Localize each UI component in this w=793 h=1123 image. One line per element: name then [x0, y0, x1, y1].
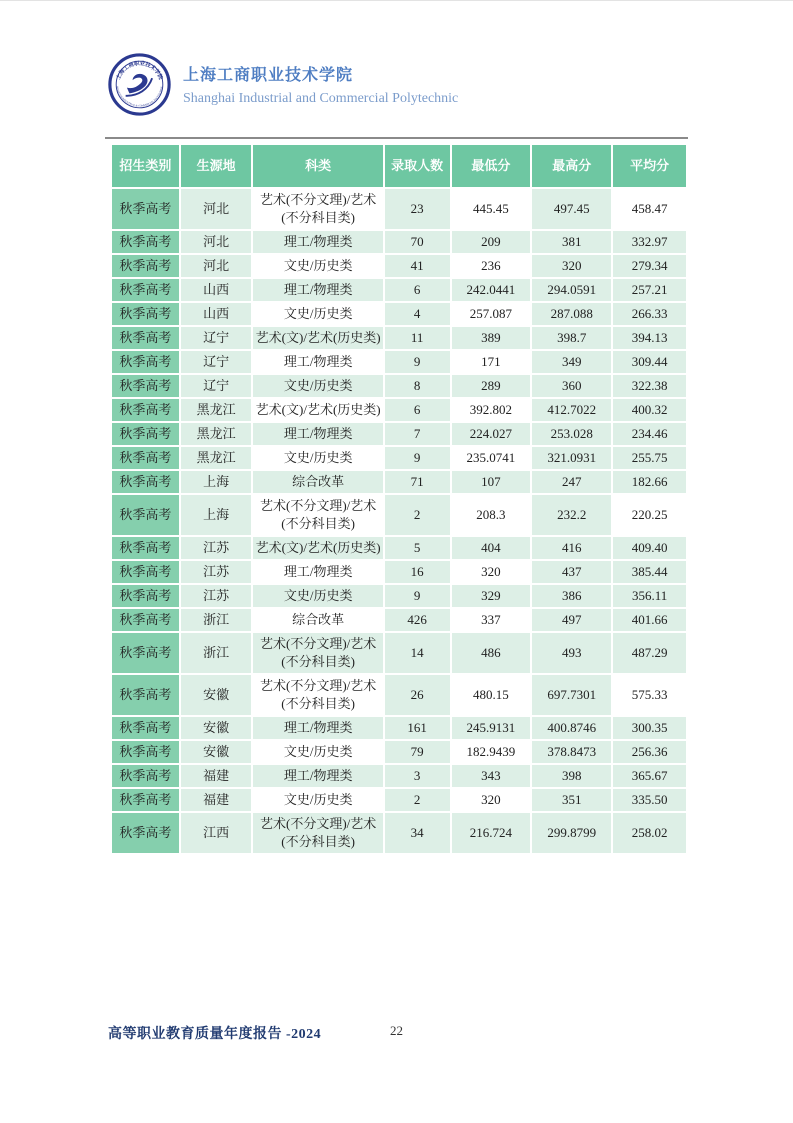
cell-province: 安徽 [181, 741, 252, 763]
column-header-1: 生源地 [181, 145, 252, 187]
cell-avg-score: 309.44 [613, 351, 686, 373]
cell-min-score: 245.9131 [452, 717, 531, 739]
cell-subject: 艺术(文)/艺术(历史类) [253, 537, 382, 559]
cell-subject: 理工/物理类 [253, 717, 382, 739]
cell-avg-score: 394.13 [613, 327, 686, 349]
cell-subject: 理工/物理类 [253, 765, 382, 787]
cell-min-score: 320 [452, 789, 531, 811]
cell-province: 上海 [181, 471, 252, 493]
table-row [112, 447, 686, 469]
document-footer [0, 1023, 793, 1047]
cell-subject: 艺术(不分文理)/艺术(不分科目类) [253, 675, 382, 715]
cell-count: 9 [385, 351, 450, 373]
cell-avg-score: 385.44 [613, 561, 686, 583]
cell-category: 秋季高考 [112, 561, 179, 583]
cell-count: 71 [385, 471, 450, 493]
cell-category: 秋季高考 [112, 741, 179, 763]
cell-province: 黑龙江 [181, 399, 252, 421]
cell-province: 黑龙江 [181, 423, 252, 445]
page-number: 22 [390, 1023, 403, 1038]
table-row [112, 471, 686, 493]
cell-subject: 理工/物理类 [253, 279, 382, 301]
cell-category: 秋季高考 [112, 375, 179, 397]
cell-category: 秋季高考 [112, 447, 179, 469]
cell-max-score: 299.8799 [532, 813, 611, 853]
cell-subject: 理工/物理类 [253, 423, 382, 445]
cell-max-score: 349 [532, 351, 611, 373]
cell-province: 辽宁 [181, 327, 252, 349]
cell-subject: 理工/物理类 [253, 561, 382, 583]
cell-subject: 文史/历史类 [253, 789, 382, 811]
column-header-5: 最高分 [532, 145, 611, 187]
cell-category: 秋季高考 [112, 633, 179, 673]
table-row [112, 717, 686, 739]
cell-min-score: 337 [452, 609, 531, 631]
cell-category: 秋季高考 [112, 279, 179, 301]
school-emblem-logo [108, 53, 171, 116]
cell-avg-score: 575.33 [613, 675, 686, 715]
cell-count: 11 [385, 327, 450, 349]
table-body [112, 189, 686, 853]
cell-min-score: 208.3 [452, 495, 531, 535]
cell-max-score: 378.8473 [532, 741, 611, 763]
table-row [112, 189, 686, 229]
cell-min-score: 404 [452, 537, 531, 559]
cell-count: 79 [385, 741, 450, 763]
cell-count: 2 [385, 495, 450, 535]
cell-min-score: 242.0441 [452, 279, 531, 301]
cell-max-score: 398 [532, 765, 611, 787]
cell-category: 秋季高考 [112, 675, 179, 715]
cell-province: 浙江 [181, 633, 252, 673]
cell-subject: 文史/历史类 [253, 303, 382, 325]
cell-province: 辽宁 [181, 375, 252, 397]
cell-count: 41 [385, 255, 450, 277]
cell-max-score: 294.0591 [532, 279, 611, 301]
cell-category: 秋季高考 [112, 537, 179, 559]
cell-count: 14 [385, 633, 450, 673]
cell-min-score: 235.0741 [452, 447, 531, 469]
table-row [112, 675, 686, 715]
table-row [112, 537, 686, 559]
cell-min-score: 216.724 [452, 813, 531, 853]
cell-max-score: 232.2 [532, 495, 611, 535]
table-row [112, 561, 686, 583]
cell-province: 浙江 [181, 609, 252, 631]
cell-min-score: 480.15 [452, 675, 531, 715]
cell-max-score: 437 [532, 561, 611, 583]
cell-avg-score: 258.02 [613, 813, 686, 853]
cell-max-score: 253.028 [532, 423, 611, 445]
cell-min-score: 343 [452, 765, 531, 787]
cell-category: 秋季高考 [112, 399, 179, 421]
cell-province: 福建 [181, 765, 252, 787]
table-row [112, 813, 686, 853]
column-header-0: 招生类别 [112, 145, 179, 187]
cell-max-score: 381 [532, 231, 611, 253]
column-header-4: 最低分 [452, 145, 531, 187]
cell-avg-score: 300.35 [613, 717, 686, 739]
header-divider [105, 137, 688, 139]
cell-subject: 艺术(不分文理)/艺术(不分科目类) [253, 189, 382, 229]
cell-subject: 理工/物理类 [253, 231, 382, 253]
cell-avg-score: 255.75 [613, 447, 686, 469]
cell-category: 秋季高考 [112, 813, 179, 853]
cell-avg-score: 400.32 [613, 399, 686, 421]
cell-category: 秋季高考 [112, 765, 179, 787]
cell-province: 上海 [181, 495, 252, 535]
cell-min-score: 445.45 [452, 189, 531, 229]
document-header [108, 53, 458, 116]
cell-max-score: 360 [532, 375, 611, 397]
cell-min-score: 107 [452, 471, 531, 493]
cell-subject: 文史/历史类 [253, 741, 382, 763]
cell-subject: 艺术(不分文理)/艺术(不分科目类) [253, 495, 382, 535]
table-row [112, 633, 686, 673]
cell-avg-score: 322.38 [613, 375, 686, 397]
cell-min-score: 289 [452, 375, 531, 397]
table-row [112, 495, 686, 535]
table-row [112, 303, 686, 325]
cell-category: 秋季高考 [112, 609, 179, 631]
cell-avg-score: 409.40 [613, 537, 686, 559]
cell-category: 秋季高考 [112, 351, 179, 373]
cell-category: 秋季高考 [112, 231, 179, 253]
cell-count: 2 [385, 789, 450, 811]
column-header-2: 科类 [253, 145, 382, 187]
cell-count: 5 [385, 537, 450, 559]
cell-avg-score: 332.97 [613, 231, 686, 253]
cell-min-score: 182.9439 [452, 741, 531, 763]
cell-province: 安徽 [181, 675, 252, 715]
cell-avg-score: 487.29 [613, 633, 686, 673]
cell-avg-score: 401.66 [613, 609, 686, 631]
cell-avg-score: 279.34 [613, 255, 686, 277]
cell-min-score: 257.087 [452, 303, 531, 325]
cell-province: 辽宁 [181, 351, 252, 373]
table-row [112, 789, 686, 811]
cell-province: 山西 [181, 303, 252, 325]
table-row [112, 279, 686, 301]
cell-count: 7 [385, 423, 450, 445]
cell-count: 34 [385, 813, 450, 853]
cell-subject: 文史/历史类 [253, 447, 382, 469]
cell-max-score: 398.7 [532, 327, 611, 349]
cell-max-score: 321.0931 [532, 447, 611, 469]
cell-category: 秋季高考 [112, 303, 179, 325]
table-row [112, 351, 686, 373]
cell-max-score: 416 [532, 537, 611, 559]
cell-max-score: 400.8746 [532, 717, 611, 739]
cell-category: 秋季高考 [112, 789, 179, 811]
cell-avg-score: 234.46 [613, 423, 686, 445]
cell-category: 秋季高考 [112, 327, 179, 349]
cell-min-score: 236 [452, 255, 531, 277]
cell-subject: 综合改革 [253, 609, 382, 631]
cell-subject: 理工/物理类 [253, 351, 382, 373]
cell-subject: 艺术(文)/艺术(历史类) [253, 399, 382, 421]
cell-province: 山西 [181, 279, 252, 301]
cell-count: 4 [385, 303, 450, 325]
cell-category: 秋季高考 [112, 717, 179, 739]
cell-count: 23 [385, 189, 450, 229]
svg-text:SHANGHAI INDUSTRIAL & COMMERCI: SHANGHAI INDUSTRIAL & COMMERCIAL POLYTECHNIC [115, 85, 164, 108]
cell-count: 3 [385, 765, 450, 787]
cell-min-score: 209 [452, 231, 531, 253]
cell-province: 河北 [181, 189, 252, 229]
cell-subject: 文史/历史类 [253, 255, 382, 277]
cell-max-score: 320 [532, 255, 611, 277]
cell-subject: 艺术(不分文理)/艺术(不分科目类) [253, 813, 382, 853]
school-emblem-icon [108, 53, 171, 116]
cell-count: 426 [385, 609, 450, 631]
cell-province: 江苏 [181, 561, 252, 583]
cell-category: 秋季高考 [112, 585, 179, 607]
cell-category: 秋季高考 [112, 189, 179, 229]
cell-avg-score: 257.21 [613, 279, 686, 301]
cell-max-score: 351 [532, 789, 611, 811]
cell-max-score: 497 [532, 609, 611, 631]
cell-avg-score: 266.33 [613, 303, 686, 325]
cell-max-score: 697.7301 [532, 675, 611, 715]
cell-avg-score: 458.47 [613, 189, 686, 229]
cell-count: 16 [385, 561, 450, 583]
cell-province: 福建 [181, 789, 252, 811]
cell-subject: 艺术(文)/艺术(历史类) [253, 327, 382, 349]
cell-max-score: 412.7022 [532, 399, 611, 421]
cell-category: 秋季高考 [112, 471, 179, 493]
cell-province: 河北 [181, 255, 252, 277]
cell-max-score: 386 [532, 585, 611, 607]
cell-min-score: 171 [452, 351, 531, 373]
cell-subject: 文史/历史类 [253, 585, 382, 607]
cell-avg-score: 356.11 [613, 585, 686, 607]
cell-subject: 文史/历史类 [253, 375, 382, 397]
cell-max-score: 497.45 [532, 189, 611, 229]
cell-subject: 综合改革 [253, 471, 382, 493]
cell-province: 黑龙江 [181, 447, 252, 469]
cell-province: 安徽 [181, 717, 252, 739]
cell-avg-score: 182.66 [613, 471, 686, 493]
school-title-en: Shanghai Industrial and Commercial Polytechnic [183, 91, 459, 106]
cell-count: 6 [385, 279, 450, 301]
cell-min-score: 329 [452, 585, 531, 607]
cell-count: 26 [385, 675, 450, 715]
cell-province: 江苏 [181, 585, 252, 607]
table-row [112, 423, 686, 445]
cell-count: 9 [385, 585, 450, 607]
cell-category: 秋季高考 [112, 255, 179, 277]
report-title-label: 高等职业教育质量年度报告 -2024 [108, 1027, 322, 1042]
column-header-3: 录取人数 [385, 145, 450, 187]
table-row [112, 609, 686, 631]
cell-min-score: 320 [452, 561, 531, 583]
cell-avg-score: 335.50 [613, 789, 686, 811]
admissions-table [110, 143, 688, 855]
cell-count: 6 [385, 399, 450, 421]
table-row [112, 585, 686, 607]
cell-province: 江西 [181, 813, 252, 853]
table-row [112, 765, 686, 787]
cell-avg-score: 365.67 [613, 765, 686, 787]
cell-category: 秋季高考 [112, 495, 179, 535]
cell-max-score: 493 [532, 633, 611, 673]
cell-count: 9 [385, 447, 450, 469]
cell-province: 江苏 [181, 537, 252, 559]
cell-min-score: 389 [452, 327, 531, 349]
cell-count: 8 [385, 375, 450, 397]
cell-min-score: 486 [452, 633, 531, 673]
school-title-zh: 上海工商职业技术学院 [183, 67, 354, 84]
cell-avg-score: 220.25 [613, 495, 686, 535]
table-row [112, 255, 686, 277]
school-title-block [183, 62, 458, 107]
cell-min-score: 392.802 [452, 399, 531, 421]
admissions-table-wrap [110, 143, 688, 855]
cell-count: 70 [385, 231, 450, 253]
table-row [112, 231, 686, 253]
table-row [112, 327, 686, 349]
cell-subject: 艺术(不分文理)/艺术(不分科目类) [253, 633, 382, 673]
cell-min-score: 224.027 [452, 423, 531, 445]
table-row [112, 375, 686, 397]
cell-max-score: 247 [532, 471, 611, 493]
table-row [112, 399, 686, 421]
cell-category: 秋季高考 [112, 423, 179, 445]
cell-max-score: 287.088 [532, 303, 611, 325]
table-header-row [112, 145, 686, 187]
column-header-6: 平均分 [613, 145, 686, 187]
svg-text:上海工商职业技术学院: 上海工商职业技术学院 [115, 60, 164, 81]
cell-count: 161 [385, 717, 450, 739]
cell-avg-score: 256.36 [613, 741, 686, 763]
cell-province: 河北 [181, 231, 252, 253]
table-row [112, 741, 686, 763]
